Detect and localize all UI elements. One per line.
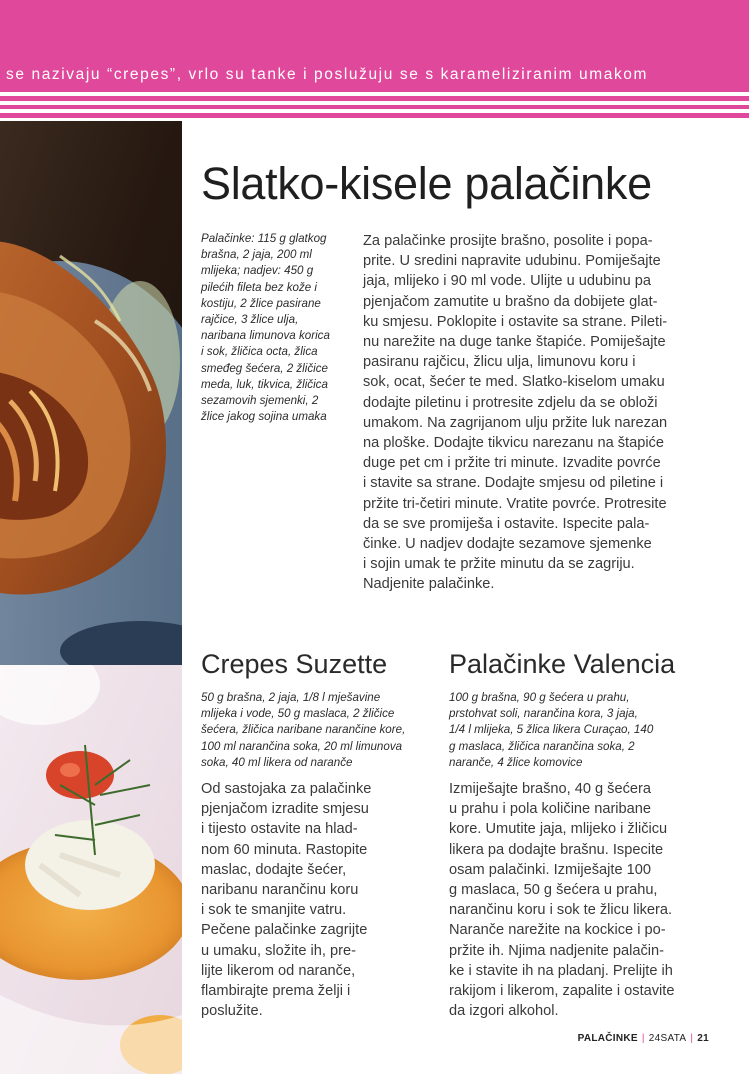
method-line: nom 60 minuta. Rastopite bbox=[201, 841, 368, 858]
ingredients-line: soka, 40 ml likera od naranče bbox=[201, 755, 353, 769]
ingredients-line: šećera, žličica naribane narančine kore, bbox=[201, 723, 406, 737]
ingredients-line: 100 g brašna, 90 g šećera u prahu, bbox=[449, 691, 630, 704]
method-line: i sok te smanjite vatru. bbox=[201, 902, 347, 919]
ingredients-line: g maslaca, žličica narančina soka, 2 bbox=[449, 739, 635, 753]
method-line: Od sastojaka za palačinke bbox=[201, 781, 372, 797]
method-line: sok, ocat, šećer te med. Slatko-kiselom umaku bbox=[363, 374, 665, 391]
ingredients-line: 100 ml narančina soka, 20 ml limunova bbox=[201, 739, 403, 753]
method-line: Izmiješajte brašno, 40 g šećera bbox=[449, 781, 651, 797]
method-line: pržite ih. Njima nadjenite palačin- bbox=[449, 942, 664, 959]
ingredients-line: žlice jakog sojina umaka bbox=[201, 410, 327, 424]
method-line: pržite tri-četiri minute. Vratite povrće. Protresite bbox=[363, 495, 667, 512]
footer-separator: | bbox=[690, 1033, 694, 1044]
ingredients-line: Palačinke: 115 g glatkog bbox=[201, 232, 327, 245]
method-line: narančinu koru i sok te žlicu likera. bbox=[449, 902, 673, 919]
ingredients-line: naranče, 4 žlice komovice bbox=[449, 755, 583, 769]
method-line: Nadjenite palačinke. bbox=[363, 576, 495, 593]
method-line: i tijesto ostavite na hlad- bbox=[201, 821, 358, 838]
method-line: Naranče narežite na kockice i po- bbox=[449, 922, 666, 939]
method-line: činke. U nadjev dodajte sezamove sjemenke bbox=[363, 536, 652, 553]
method-line: rakijom i likerom, zapalite i ostavite bbox=[449, 983, 675, 1000]
method-line: kore. Umutite jaja, mlijeko i žličicu bbox=[449, 821, 668, 838]
ingredients-line: mlijeka; nadjev: 450 g bbox=[201, 264, 314, 278]
ingredients-line: brašna, 2 jaja, 200 ml bbox=[201, 248, 312, 262]
ingredients-line: rajčice, 3 žlice ulja, bbox=[201, 313, 299, 327]
method-line: Pečene palačinke zagrijte bbox=[201, 922, 368, 939]
ingredients-line: pilećih fileta bez kože i bbox=[201, 280, 317, 294]
method-text-valencia bbox=[449, 779, 709, 1021]
ingredients-line: kostiju, 2 žlice pasirane bbox=[201, 296, 321, 310]
method-line: nu narežite na duge tanke štapiće. Pomiješajte bbox=[363, 334, 666, 351]
method-line: g maslaca, 50 g šećera u prahu, bbox=[449, 882, 658, 899]
recipe-title: Slatko-kisele palačinke bbox=[201, 158, 652, 209]
method-text-crepes bbox=[201, 779, 401, 1021]
header-tagline: se nazivaju “crepes”, vrlo su tanke i poslužuju se s karameliziranim umakom bbox=[6, 66, 649, 83]
method-line: i sojin umak te pržite minutu da se zagriju. bbox=[363, 556, 635, 573]
page-number: 21 bbox=[697, 1033, 709, 1044]
footer-separator: | bbox=[641, 1033, 645, 1044]
method-line: pjenjačom zamutite u brašno da dobijete glat- bbox=[363, 293, 658, 310]
ingredients-line: meda, luk, tikvica, žličica bbox=[201, 377, 328, 391]
ingredients-line: naribana limunova korica bbox=[201, 329, 330, 343]
ingredients-line: smeđeg šećera, 2 žličice bbox=[201, 361, 328, 375]
method-line: poslužite. bbox=[201, 1003, 263, 1020]
ingredients-line: mlijeka i vode, 50 g maslaca, 2 žličice bbox=[201, 707, 395, 721]
method-line: jaja, mlijeko i 90 ml vode. Ulijte u udubinu pa bbox=[363, 273, 651, 290]
method-line: dodajte piletinu i protresite zdjelu da se obloži bbox=[363, 394, 658, 411]
ingredients-line: sezamovih sjemenki, 2 bbox=[201, 394, 319, 408]
method-line: ke i stavite ih na pladanj. Prelijte ih bbox=[449, 962, 673, 979]
method-line: lijte likerom od naranče, bbox=[201, 962, 356, 979]
ingredients-list-crepes bbox=[201, 690, 431, 771]
ingredients-line: prstohvat soli, narančina kora, 3 jaja, bbox=[449, 707, 638, 721]
footer-section: PALAČINKE bbox=[577, 1033, 638, 1044]
recipe-title-valencia: Palačinke Valencia bbox=[449, 649, 676, 679]
method-text bbox=[363, 231, 705, 595]
ingredients-line: i sok, žličica octa, žlica bbox=[201, 345, 318, 359]
method-line: Za palačinke prosijte brašno, posolite i popa- bbox=[363, 233, 653, 249]
method-line: maslac, dodajte šećer, bbox=[201, 861, 347, 878]
method-line: da izgori alkohol. bbox=[449, 1003, 559, 1020]
pancake-photo bbox=[0, 665, 182, 1074]
method-line: osam palačinki. Izmiješajte 100 bbox=[449, 861, 651, 878]
method-line: u prahu i pola količine naribane bbox=[449, 801, 652, 818]
method-line: u umaku, složite ih, pre- bbox=[201, 942, 356, 959]
ingredients-line: 1/4 l mlijeka, 5 žlica likera Curaçao, 140 bbox=[449, 723, 654, 737]
page-footer bbox=[578, 1033, 709, 1044]
method-line: i stavite sa strane. Dodajte smjesu od piletine i bbox=[363, 475, 664, 492]
method-line: da se sve promiješa i ostavite. Ispecite pala- bbox=[363, 515, 650, 532]
method-line: na ploške. Dodajte tikvicu narezanu na štapiće bbox=[363, 435, 664, 452]
method-line: pjenjačom izradite smjesu bbox=[201, 801, 369, 818]
recipe-title-crepes: Crepes Suzette bbox=[201, 649, 388, 679]
method-line: duge pet cm i pržite tri minute. Izvadite povrće bbox=[363, 455, 661, 472]
method-line: likera pa dodajte brašnu. Ispecite bbox=[449, 841, 664, 858]
method-line: prite. U sredini napravite udubinu. Pomiješajte bbox=[363, 253, 661, 270]
method-line: flambirajte prema želji i bbox=[201, 983, 351, 1000]
method-line: umakom. Na zagrijanom ulju pržite luk narezan bbox=[363, 414, 668, 431]
header-band bbox=[0, 0, 749, 92]
footer-publication: 24SATA bbox=[648, 1033, 687, 1044]
method-line: naribanu narančinu koru bbox=[201, 882, 359, 899]
method-line: pasiranu rajčicu, žlicu ulja, limunovu koru i bbox=[363, 354, 636, 371]
crepe-photo bbox=[0, 121, 182, 665]
ingredients-list-valencia bbox=[449, 690, 694, 771]
ingredients-list bbox=[201, 231, 349, 425]
ingredients-line: 50 g brašna, 2 jaja, 1/8 l mješavine bbox=[201, 691, 381, 704]
method-line: ku smjesu. Poklopite i ostavite sa strane. Pileti- bbox=[363, 313, 668, 330]
